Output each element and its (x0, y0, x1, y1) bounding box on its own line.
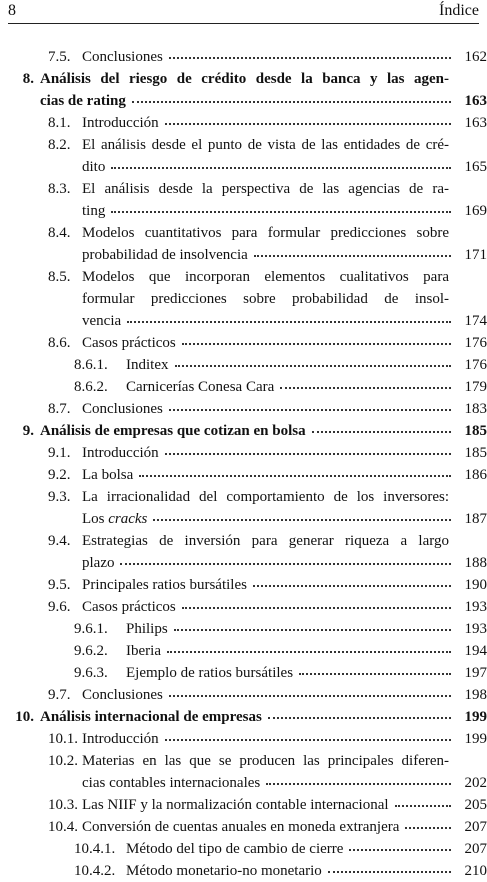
dot-leader (312, 431, 451, 433)
dot-leader (395, 805, 451, 807)
entry-number: 9.6.3. (74, 665, 108, 681)
toc-entry (0, 266, 487, 332)
entry-page-number: 210 (464, 863, 487, 879)
entry-page-number: 194 (464, 643, 487, 659)
entry-title: El análisis desde la perspectiva de las agencias de ra- (82, 181, 449, 197)
entry-number: 8.6.1. (74, 357, 108, 373)
dot-leader (174, 629, 451, 631)
toc-entry (0, 464, 487, 486)
entry-number: 8.6.2. (74, 379, 108, 395)
entry-page-number: 197 (464, 665, 487, 681)
dot-leader (127, 321, 451, 323)
toc-entry-line (0, 420, 487, 442)
dot-leader (165, 123, 451, 125)
entry-number: 10.1. (48, 731, 78, 747)
entry-page-number: 187 (464, 511, 487, 527)
entry-number: 9.6.2. (74, 643, 108, 659)
toc-entry (0, 442, 487, 464)
toc-entry (0, 222, 487, 266)
entry-page-number: 205 (464, 797, 487, 813)
toc-entry-last-line (0, 552, 487, 574)
entry-page-number: 185 (464, 423, 487, 439)
running-header (8, 2, 479, 22)
entry-number: 8. (22, 71, 34, 87)
entry-title-continuation: ting (82, 203, 106, 219)
toc-entry-line (0, 596, 487, 618)
entry-title-continuation: dito (82, 159, 106, 175)
entry-page-number: 202 (464, 775, 487, 791)
entry-title: Casos prácticos (82, 599, 176, 615)
entry-title: Análisis internacional de empresas (40, 709, 262, 725)
dot-leader (165, 739, 451, 741)
toc-entry (0, 574, 487, 596)
dot-leader (328, 871, 451, 873)
entry-title-continuation: probabilidad de insolvencia (82, 247, 248, 263)
entry-title-continuation: cias contables internacionales (82, 775, 261, 791)
toc-entry-first-line (0, 750, 487, 772)
entry-page-number: 169 (464, 203, 487, 219)
toc-entry-line (0, 640, 487, 662)
toc-entry (0, 486, 487, 530)
toc-entry (0, 684, 487, 706)
toc-entry-line (0, 464, 487, 486)
entry-number: 8.3. (48, 181, 71, 197)
dot-leader (111, 167, 451, 169)
entry-page-number: 198 (464, 687, 487, 703)
toc-entry-first-line (0, 266, 487, 288)
dot-leader (182, 607, 451, 609)
toc-entry (0, 640, 487, 662)
toc-entry (0, 618, 487, 640)
toc-entry-line (0, 398, 487, 420)
entry-title: El análisis desde el punto de vista de las entidades de cré- (82, 137, 449, 153)
entry-title-continuation: plazo (82, 555, 115, 571)
entry-title: Método del tipo de cambio de cierre (126, 841, 344, 857)
entry-page-number: 183 (464, 401, 487, 417)
entry-title: Análisis de empresas que cotizan en bolsa (40, 423, 306, 439)
entry-title: Introducción (82, 445, 159, 461)
entry-page-number: 207 (464, 819, 487, 835)
entry-page-number: 179 (464, 379, 487, 395)
entry-page-number: 185 (464, 445, 487, 461)
toc-entry (0, 68, 487, 112)
toc-entry-first-line (0, 530, 487, 552)
header-rule (8, 23, 479, 24)
toc-entry (0, 376, 487, 398)
toc-entry-line (0, 354, 487, 376)
toc-entry-last-line (0, 310, 487, 332)
entry-title-continuation: cias de rating (40, 93, 126, 109)
entry-title-continuation: Los cracks (82, 511, 148, 527)
toc-entry-first-line (0, 178, 487, 200)
entry-number: 10.4.1. (74, 841, 116, 857)
entry-title: Iberia (126, 643, 161, 659)
entry-page-number: 207 (464, 841, 487, 857)
entry-number: 8.1. (48, 115, 71, 131)
running-title: Índice (439, 2, 479, 19)
entry-number: 9.1. (48, 445, 71, 461)
entry-number: 8.4. (48, 225, 71, 241)
dot-leader (165, 453, 451, 455)
toc-entry-line (0, 860, 487, 882)
dot-leader (254, 255, 451, 257)
entry-number: 9.6.1. (74, 621, 108, 637)
toc-entry (0, 398, 487, 420)
toc-entry (0, 530, 487, 574)
entry-number: 8.5. (48, 269, 71, 285)
toc-entry-line (0, 112, 487, 134)
page-number: 8 (8, 2, 16, 19)
toc-entry (0, 596, 487, 618)
entry-title: Modelos que incorporan elementos cualitativos para (82, 269, 449, 285)
dot-leader (167, 651, 451, 653)
toc-entry-line (0, 46, 487, 68)
entry-number: 10.2. (48, 753, 78, 769)
entry-number: 9. (22, 423, 34, 439)
toc-entry-first-line (0, 486, 487, 508)
entry-page-number: 190 (464, 577, 487, 593)
toc-entry-line (0, 574, 487, 596)
toc-entry-line (0, 442, 487, 464)
entry-number: 8.6. (48, 335, 71, 351)
toc-entry (0, 178, 487, 222)
dot-leader (182, 343, 451, 345)
entry-title: Método monetario-no monetario (126, 863, 322, 879)
toc-entry (0, 838, 487, 860)
entry-number: 9.4. (48, 533, 71, 549)
toc-entry-line (0, 618, 487, 640)
entry-title: Modelos cuantitativos para formular predicciones sobre (82, 225, 449, 241)
entry-title: Introducción (82, 115, 159, 131)
entry-title: Inditex (126, 357, 169, 373)
entry-page-number: 188 (464, 555, 487, 571)
toc-entry-first-line (0, 222, 487, 244)
toc-entry (0, 794, 487, 816)
toc-entry-first-line (0, 134, 487, 156)
toc-entry (0, 816, 487, 838)
toc-entry-last-line (0, 772, 487, 794)
entry-number: 10.4.2. (74, 863, 116, 879)
toc-entry-line (0, 376, 487, 398)
toc-entry-line (0, 794, 487, 816)
table-of-contents (0, 46, 487, 882)
dot-leader (405, 827, 451, 829)
entry-page-number: 186 (464, 467, 487, 483)
entry-title: Estrategias de inversión para generar riqueza a largo (82, 533, 449, 549)
dot-leader (175, 365, 452, 367)
entry-number: 10.3. (48, 797, 78, 813)
toc-entry-last-line (0, 200, 487, 222)
entry-number: 9.5. (48, 577, 71, 593)
dot-leader (111, 211, 451, 213)
entry-number: 9.7. (48, 687, 71, 703)
toc-entry (0, 728, 487, 750)
entry-title: Conclusiones (82, 687, 163, 703)
entry-title: Análisis del riesgo de crédito desde la banca y las agen- (40, 71, 449, 87)
entry-title: Las NIIF y la normalización contable internacional (82, 797, 389, 813)
toc-entry (0, 332, 487, 354)
toc-entry-line (0, 706, 487, 728)
entry-title-continuation: formular predicciones sobre probabilidad de insol- (82, 291, 449, 307)
toc-entry (0, 112, 487, 134)
dot-leader (120, 563, 451, 565)
entry-page-number: 162 (464, 49, 487, 65)
toc-entry (0, 750, 487, 794)
entry-number: 9.6. (48, 599, 71, 615)
entry-number: 8.7. (48, 401, 71, 417)
dot-leader (299, 673, 451, 675)
toc-entry-first-line (0, 68, 487, 90)
entry-number: 7.5. (48, 49, 71, 65)
dot-leader (280, 387, 451, 389)
toc-entry (0, 46, 487, 68)
entry-page-number: 199 (464, 709, 487, 725)
entry-number: 8.2. (48, 137, 71, 153)
toc-entry-line (0, 728, 487, 750)
entry-title: Conclusiones (82, 49, 163, 65)
toc-entry-line (0, 662, 487, 684)
entry-page-number: 199 (464, 731, 487, 747)
toc-entry-last-line (0, 156, 487, 178)
entry-number: 10.4. (48, 819, 78, 835)
entry-title: Materias en las que se producen las principales diferen- (82, 753, 449, 769)
entry-page-number: 176 (464, 357, 487, 373)
toc-entry-last-line (0, 90, 487, 112)
dot-leader (169, 57, 451, 59)
toc-entry (0, 420, 487, 442)
dot-leader (169, 409, 451, 411)
entry-title: Conclusiones (82, 401, 163, 417)
dot-leader (349, 849, 451, 851)
entry-title: Philips (126, 621, 168, 637)
toc-entry-line (0, 816, 487, 838)
toc-entry (0, 662, 487, 684)
entry-page-number: 174 (464, 313, 487, 329)
toc-entry-line (0, 838, 487, 860)
toc-entry-last-line (0, 508, 487, 530)
dot-leader (253, 585, 451, 587)
entry-page-number: 171 (464, 247, 487, 263)
dot-leader (266, 783, 451, 785)
toc-entry (0, 706, 487, 728)
toc-entry-line (0, 332, 487, 354)
entry-title: Casos prácticos (82, 335, 176, 351)
entry-title: Conversión de cuentas anuales en moneda extranjera (82, 819, 400, 835)
entry-number: 9.3. (48, 489, 71, 505)
entry-title: Principales ratios bursátiles (82, 577, 247, 593)
toc-entry (0, 134, 487, 178)
entry-title: La irracionalidad del comportamiento de los inversores: (82, 489, 449, 505)
dot-leader (139, 475, 451, 477)
toc-entry (0, 860, 487, 882)
entry-title-continuation: vencia (82, 313, 122, 329)
entry-number: 10. (15, 709, 34, 725)
entry-title: Introducción (82, 731, 159, 747)
entry-number: 9.2. (48, 467, 71, 483)
entry-title: Ejemplo de ratios bursátiles (126, 665, 294, 681)
dot-leader (153, 519, 451, 521)
entry-page-number: 163 (464, 93, 487, 109)
toc-entry (0, 354, 487, 376)
entry-page-number: 193 (464, 621, 487, 637)
toc-entry-continuation (0, 288, 487, 310)
toc-entry-last-line (0, 244, 487, 266)
entry-page-number: 193 (464, 599, 487, 615)
dot-leader (169, 695, 451, 697)
toc-entry-line (0, 684, 487, 706)
entry-page-number: 176 (464, 335, 487, 351)
dot-leader (268, 717, 451, 719)
entry-page-number: 163 (464, 115, 487, 131)
entry-title: La bolsa (82, 467, 134, 483)
dot-leader (132, 101, 451, 103)
entry-title: Carnicerías Conesa Cara (126, 379, 275, 395)
entry-page-number: 165 (464, 159, 487, 175)
